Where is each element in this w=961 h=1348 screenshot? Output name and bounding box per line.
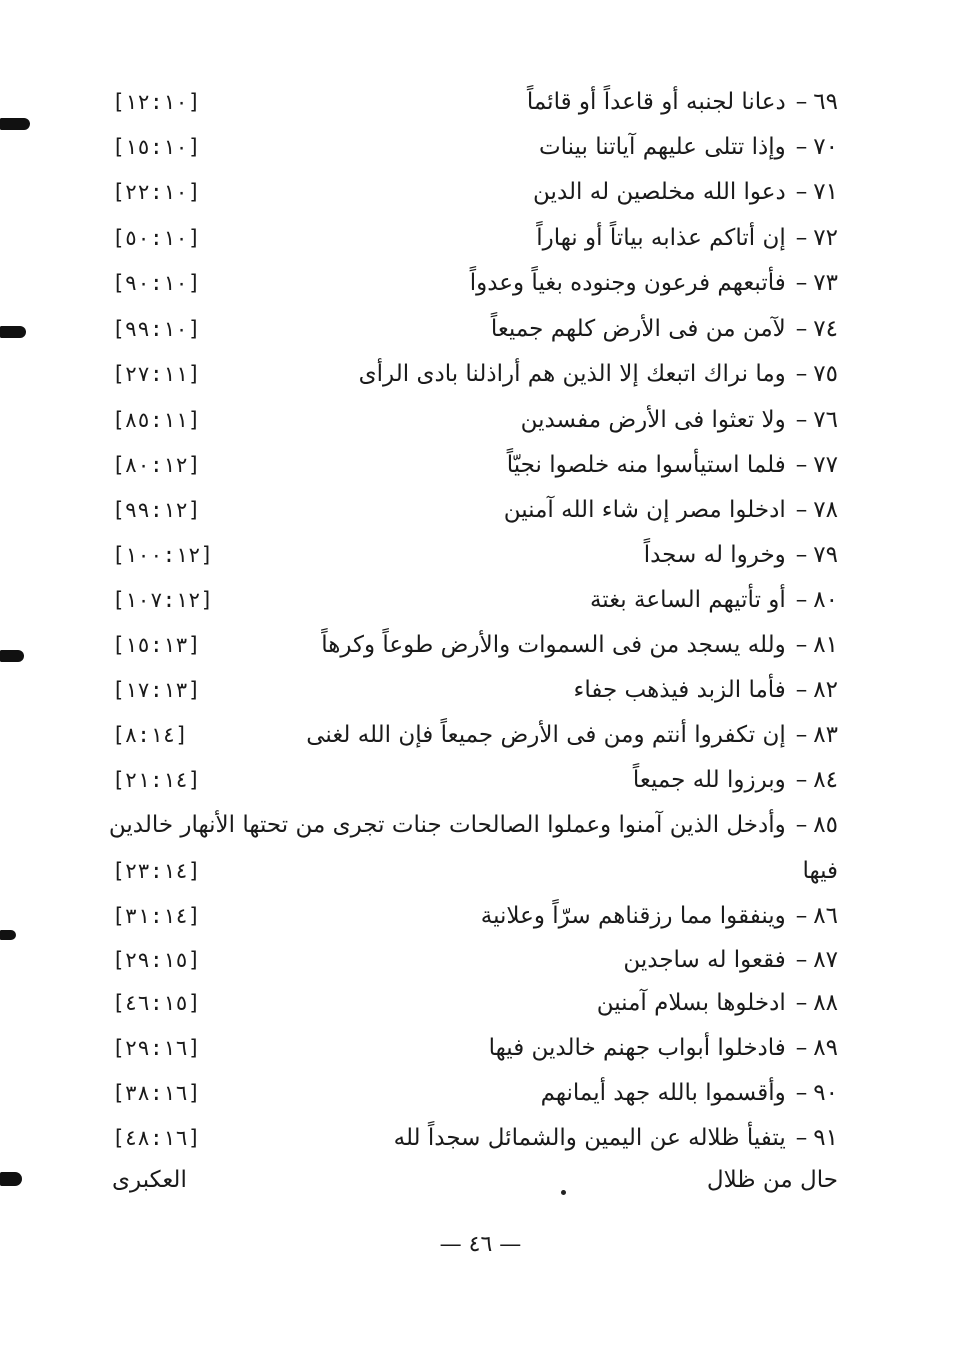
entry-line: [112, 354, 838, 394]
footnote: [112, 1160, 838, 1200]
citation-ref: [٤٨:١٦]: [112, 1126, 201, 1150]
entry-text: ٨٧–فقعوا له ساجدين: [623, 947, 838, 973]
citation-ref: [٢١:١٤]: [112, 768, 201, 792]
entry-text: ٧٣–فأتبعهم فرعون وجنوده بغياً وعدواً: [469, 270, 838, 296]
entry-line: [112, 760, 838, 800]
entry-text: ٩١–يتفيأ ظلاله عن اليمين والشمائل سجداً لله: [393, 1125, 838, 1151]
citation-ref: [١٧:١٣]: [112, 678, 201, 702]
entry-line: [112, 715, 838, 755]
page-number: — ٤٦ —: [439, 1232, 522, 1257]
entry-text: ٨٣–إن تكفروا أنتم ومن فى الأرض جميعاً فإن الله لغنى: [306, 722, 838, 748]
citation-ref: [٢٢:١٠]: [112, 180, 201, 204]
scan-mark: [0, 930, 16, 940]
entry-line: [112, 896, 838, 936]
citation-ref: [٥٠:١٠]: [112, 226, 201, 250]
citation-ref: [٢٩:١٥]: [112, 948, 201, 972]
entry-line: [108, 805, 838, 845]
citation-ref: [٩٠:١٠]: [112, 271, 201, 295]
entry-text: ٨٢–فأما الزبد فيذهب جفاء: [573, 677, 838, 703]
entry-text: ٨٩–فادخلوا أبواب جهنم خالدين فيها: [488, 1035, 838, 1061]
entry-text-continued: فيها: [802, 858, 838, 884]
citation-ref: [٣٨:١٦]: [112, 1081, 201, 1105]
entry-line: [112, 445, 838, 485]
footnote-source: العكبرى: [112, 1167, 187, 1193]
citation-ref: [٩٩:١٢]: [112, 498, 201, 522]
entry-line: [112, 625, 838, 665]
citation-ref: [١٥:١٠]: [112, 135, 201, 159]
entry-line: [112, 263, 838, 303]
citation-ref: [٨٠:١٢]: [112, 453, 201, 477]
entry-text: ٨٠–أو تأتيهم الساعة بغتة: [589, 587, 838, 613]
ink-dot: [561, 1190, 566, 1195]
footnote-text: حال من ظلال: [706, 1167, 838, 1193]
entry-text: ٧١–دعوا الله مخلصين له الدين: [533, 179, 838, 205]
citation-ref: [٢٧:١١]: [112, 362, 201, 386]
citation-ref: [١٥:١٣]: [112, 633, 201, 657]
entry-text: ٧٥–وما نراك اتبعك إلا الذين هم أراذلنا بادى الرأى: [358, 361, 838, 387]
citation-ref: [٩٩:١٠]: [112, 317, 201, 341]
entry-line: [112, 490, 838, 530]
entry-text: ٩٠–وأقسموا بالله جهد أيمانهم: [540, 1080, 838, 1106]
citation-ref: [٣١:١٤]: [112, 904, 201, 928]
citation-ref: [٨٥:١١]: [112, 408, 201, 432]
entry-line: [112, 127, 838, 167]
citation-ref: [٢٩:١٦]: [112, 1036, 201, 1060]
citation-ref: [١٢:١٠]: [112, 90, 201, 114]
entry-text: ٧٤–لآمن من فى الأرض كلهم جميعاً: [490, 316, 838, 342]
scan-mark: [0, 650, 24, 662]
entry-text: ٨٤–وبرزوا لله جميعاً: [632, 767, 838, 793]
entry-line: [112, 400, 838, 440]
entry-line: [112, 983, 838, 1023]
entry-text: ٧٠–وإذا تتلى عليهم آياتنا بينات: [539, 134, 838, 160]
citation-ref: [٢٣:١٤]: [112, 859, 201, 883]
entry-line: [112, 1028, 838, 1068]
entry-line: [112, 580, 838, 620]
citation-ref: [٨:١٤]: [112, 723, 188, 747]
entry-line: [112, 172, 838, 212]
entry-text: ٧٧–فلما استيأسوا منه خلصوا نجيّاً: [506, 452, 838, 478]
entry-line-continued: [112, 851, 838, 891]
entry-line: [112, 535, 838, 575]
citation-ref: [٤٦:١٥]: [112, 991, 201, 1015]
entry-text: ٧٢–إن أتاكم عذابه بياتاً أو نهاراً: [536, 225, 838, 251]
scan-mark: [0, 118, 30, 130]
entry-text: ٦٩–دعانا لجنبه أو قاعداً أو قائماً: [526, 89, 838, 115]
entry-text: ٧٩–وخروا له سجداً: [643, 542, 838, 568]
entry-text: ٨٦–وينفقوا مما رزقناهم سرّاً وعلانية: [480, 903, 838, 929]
scan-mark: [0, 326, 26, 338]
entry-text: ٨٨–ادخلوها بسلام آمنين: [596, 990, 838, 1016]
entry-line: [112, 82, 838, 122]
entry-text: ٨١–ولله يسجد من فى السموات والأرض طوعاً وكرهاً: [321, 632, 838, 658]
entry-line: [112, 309, 838, 349]
scan-mark: [0, 1172, 22, 1186]
entry-line: [112, 218, 838, 258]
citation-ref: [١٠٠:١٢]: [112, 543, 214, 567]
entry-text: ٨٥–وأدخل الذين آمنوا وعملوا الصالحات جنات تجرى من تحتها الأنهار خالدين: [108, 812, 838, 838]
entry-text: ٧٦–ولا تعثوا فى الأرض مفسدين: [520, 407, 838, 433]
citation-ref: [١٠٧:١٢]: [112, 588, 214, 612]
entry-line: [112, 940, 838, 980]
entry-text: ٧٨–ادخلوا مصر إن شاء الله آمنين: [503, 497, 838, 523]
entry-line: [112, 1118, 838, 1158]
entry-line: [112, 1073, 838, 1113]
entry-line: [112, 670, 838, 710]
